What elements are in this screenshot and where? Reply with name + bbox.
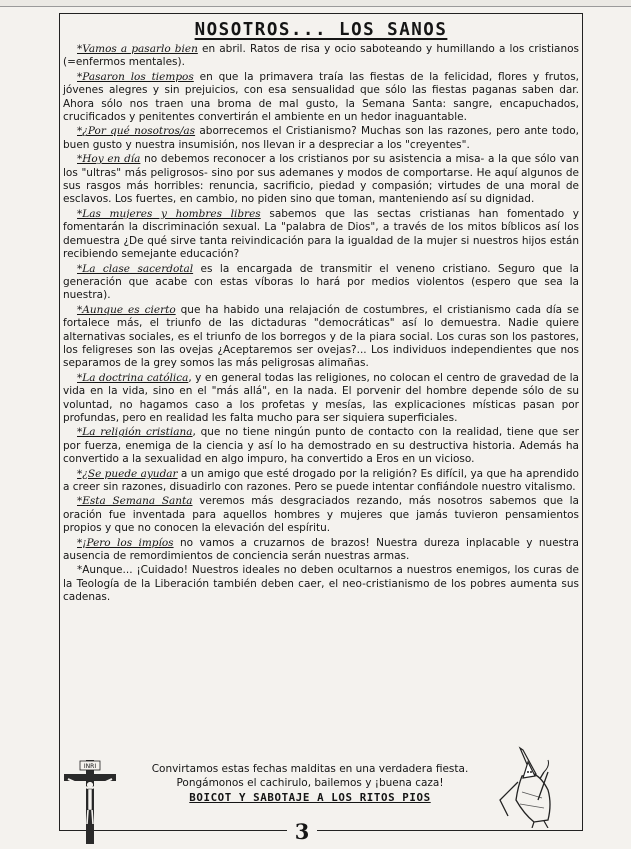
article-paragraph: [63, 304, 579, 371]
article-paragraph: [63, 564, 579, 604]
paragraph-lead: *La clase sacerdotal: [77, 262, 194, 275]
article-paragraph: [63, 153, 579, 207]
article-paragraph: [63, 372, 579, 426]
page-number: 3: [287, 819, 317, 845]
article-paragraph: [63, 263, 579, 303]
slogan: BOICOT Y SABOTAJE A LOS RITOS PIOS: [189, 791, 431, 804]
paragraph-text: es la encargada de transmitir el veneno cristiano. Seguro que la generación que acabe con estas víboras lo hará por medios violentos (espero que sea la nuestra).: [63, 262, 579, 302]
paragraph-lead: *¡Pero los impíos: [77, 536, 174, 549]
paragraph-text: *Aunque... ¡Cuidado! Nuestros ideales no deben ocultarnos a nuestros enemigos, los curas de la Teología de la Liberación también deben caer, el neo-cristianismo de los pobres aumenta sus cadenas.: [63, 564, 579, 604]
paragraph-text: , que no tiene ningún punto de contacto con la realidad, tiene que ser por fuerza, enemiga de la ciencia y así lo ha demostrado en su destructiva historia. Además ha convertido a la sexualidad en algo impuro, ha convertido a Eros en un vicioso.: [63, 426, 579, 466]
article-paragraph: [63, 71, 579, 125]
article-paragraph: [63, 537, 579, 564]
paragraph-lead: *Aunque es cierto: [77, 303, 176, 316]
closing-line-2: Pongámonos el cachirulo, bailemos y ¡buena caza!: [176, 777, 444, 789]
article-paragraph: [63, 208, 579, 262]
closing-line-1: Convirtamos estas fechas malditas en una verdadera fiesta.: [151, 763, 469, 775]
paragraph-lead: *La doctrina católica: [77, 371, 189, 384]
paragraph-lead: *Pasaron los tiempos: [77, 70, 194, 83]
paragraph-text: sabemos que las sectas cristianas han fomentado y fomentarán la discriminación sexual. La "palabra de Dios", a través de los mitos bíblicos así los demuestra ¿De qué sirve tanta reivindicación para la igualdad de la mujer si nuestros hijos están recibiendo semejante educación?: [63, 207, 579, 261]
article-paragraph: [63, 495, 579, 535]
paragraph-text: a un amigo que esté drogado por la religión? Es difícil, ya que ha aprendido a creer sin razones, disuadirlo con razones. Pero se puede intentar confiándole nuestro vitalismo.: [63, 467, 579, 493]
page-top-edge: [0, 0, 631, 7]
page-title: NOSOTROS... LOS SANOS: [194, 20, 448, 40]
paragraph-text: veremos más desgraciados rezando, más nosotros sabemos que la oración fue inventada para aquellos hombres y mujeres que jamás tuvieron pensamientos propios y que no conocen la elevación del espíritu.: [63, 495, 579, 535]
paragraph-lead: *La religión cristiana: [77, 426, 193, 439]
paragraph-text: aborrecemos el Cristianismo? Muchas son las razones, pero ante todo, buen gusto y nuestra insumisión, nos llevan ir a despreciar a los "creyentes".: [63, 125, 579, 151]
paragraph-text: en abril. Ratos de risa y ocio saboteando y humillando a los cristianos (=enfermos mentales).: [63, 43, 579, 69]
paragraph-text: no debemos reconocer a los cristianos por su asistencia a misa- a la que sólo van los "ultras" más peligrosos- sino por sus ademanes y modos de comportarse. He aquí algunos de sus rasgos más horribles: renuncia, sacrificio, piedad y compasión; virtudes de una moral de esclavos. Los fuertes, en cambio, no piden sino que toman, manteniendo así su dignidad.: [63, 153, 580, 206]
paragraph-text: no vamos a cruzarnos de brazos! Nuestra dureza inplacable y nuestra ausencia de remordimientos de conciencia serán nuestras armas.: [63, 536, 579, 563]
article-paragraph: [63, 468, 579, 495]
article-paragraph: [63, 125, 579, 152]
paragraph-text: , y en general todas las religiones, no colocan el centro de gravedad de la vida en la vida, sino en el "más allá", en la nada. El porvenir del hombre depende sólo de su voluntad, no hagamos caso a los profetas y mesías, las explicaciones místicas pasan por profundas, pero en realidad les falta mucho para ser siquiera superficiales.: [63, 371, 579, 424]
paragraph-lead: *Las mujeres y hombres libres: [77, 207, 261, 220]
crucifix-icon: [62, 760, 118, 844]
article-body: [63, 43, 579, 606]
paragraph-lead: *Esta Semana Santa: [77, 495, 193, 508]
paragraph-text: que ha habido una relajación de costumbres, el cristianismo cada día se fortalece más, el triunfo de las dictaduras "democráticas" así lo demuestra. Nadie quiere alternativas sociales, es el triunfo de los borregos y de la piara social. Los curas son los pastores, los feligreses son las ovejas ¿Aceptaremos ser ovejas?... Los individuos independientes que nos separamos de la grey somos las más peligrosas alimañas.: [63, 303, 579, 370]
paragraph-lead: *¿Por qué nosotros/as: [77, 125, 196, 138]
crucifix-sign: INRI: [83, 763, 97, 771]
paragraph-lead: *Vamos a pasarlo bien: [77, 43, 198, 55]
paragraph-lead: *¿Se puede ayudar: [77, 467, 178, 480]
paragraph-lead: *Hoy en día: [77, 153, 141, 166]
article-paragraph: [63, 426, 579, 466]
article-paragraph: [63, 43, 579, 70]
paragraph-text: en que la primavera traía las fiestas de la felicidad, flores y frutos, jóvenes alegres y sin prejuicios, con esa sensualidad que sólo las fiestas paganas saben dar. Ahora sólo nos traen una broma de mal gusto, la Semana Santa: sangre, encapuchados, crucificados y penitentes convertirán el ambiente en un hedor inaguantable.: [63, 70, 580, 124]
closing-block: [120, 762, 500, 805]
